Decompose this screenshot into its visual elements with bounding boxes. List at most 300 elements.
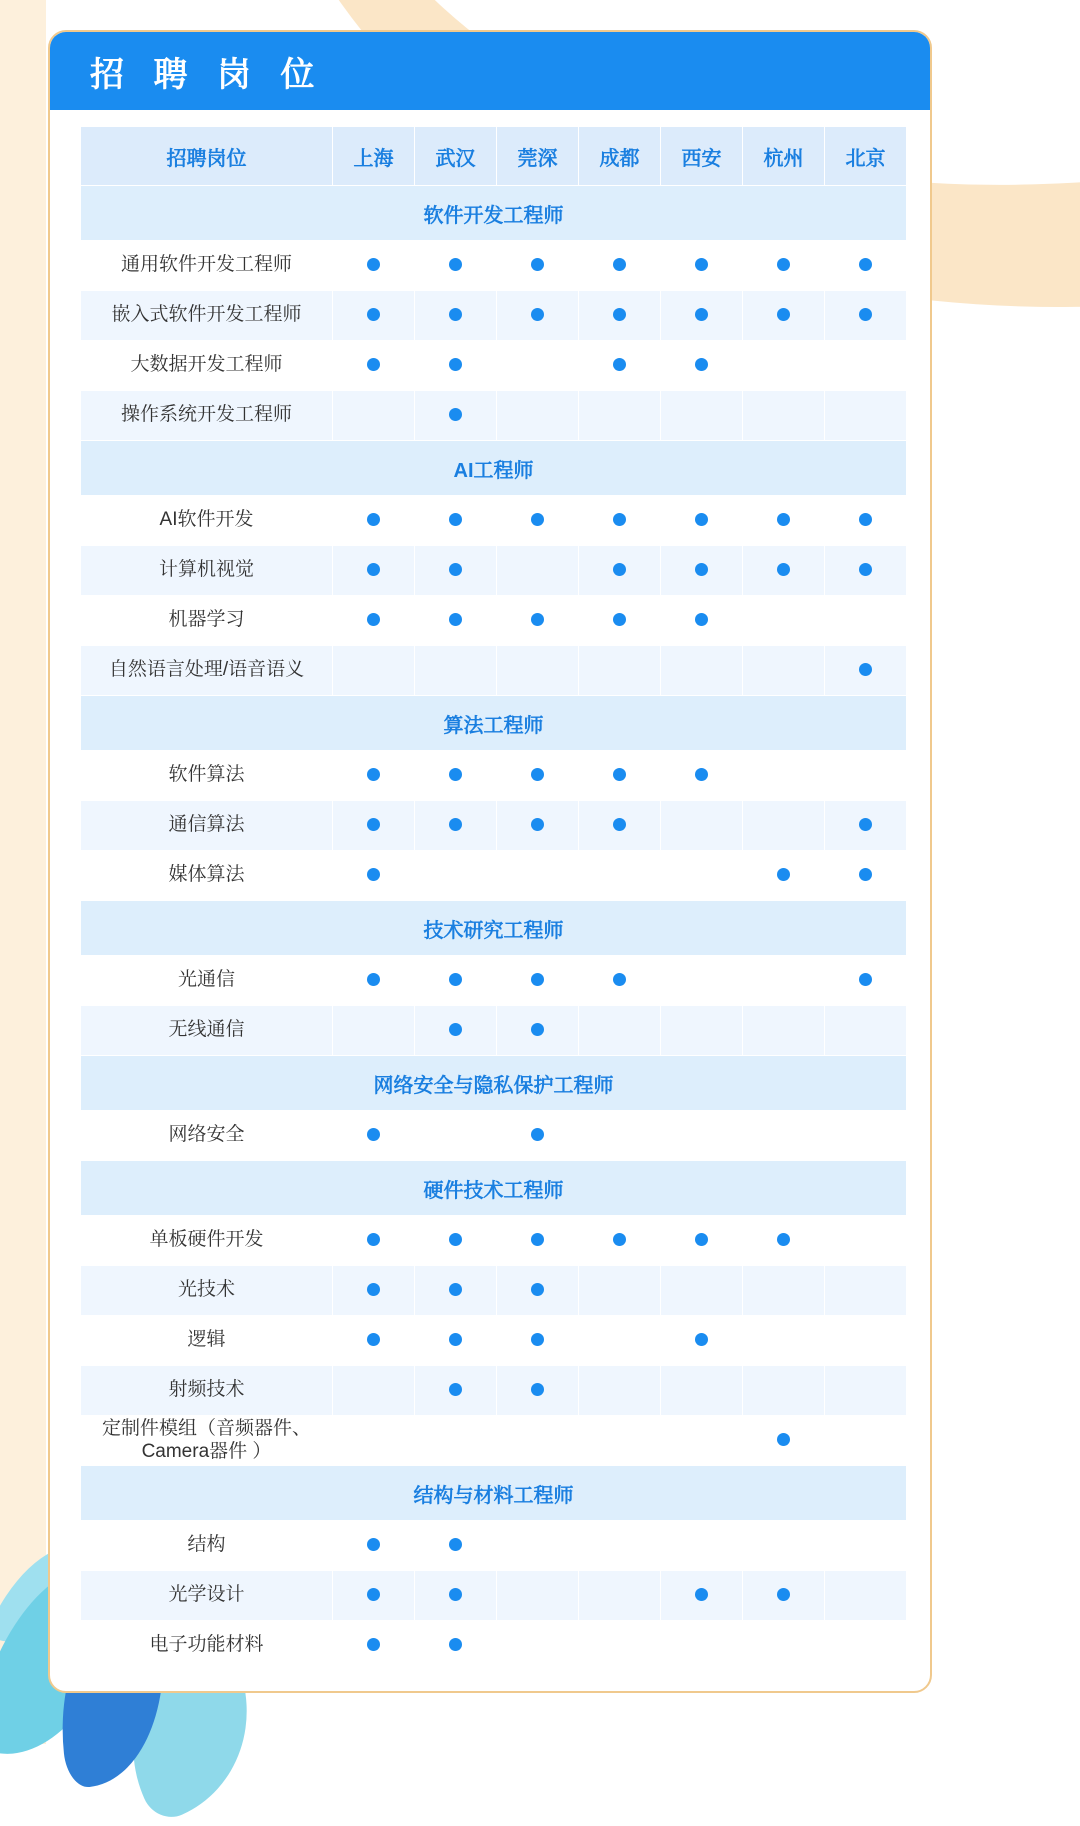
- availability-cell-empty: [825, 1416, 907, 1466]
- filled-circle-icon: [449, 1638, 462, 1651]
- availability-cell-empty: [661, 1366, 743, 1416]
- filled-circle-icon: [695, 768, 708, 781]
- table-group-row: [81, 901, 907, 956]
- filled-circle-icon: [695, 358, 708, 371]
- filled-circle-icon: [367, 973, 380, 986]
- filled-circle-icon: [449, 1283, 462, 1296]
- filled-circle-icon: [449, 973, 462, 986]
- availability-cell-yes: [415, 291, 497, 341]
- availability-cell-empty: [661, 1416, 743, 1466]
- table-row: [81, 596, 907, 646]
- availability-cell-yes: [825, 546, 907, 596]
- group-title: 技术研究工程师: [81, 901, 907, 956]
- table-row: [81, 1006, 907, 1056]
- availability-cell-yes: [579, 956, 661, 1006]
- availability-cell-yes: [333, 1621, 415, 1671]
- availability-cell-yes: [743, 241, 825, 291]
- role-name-cell: 计算机视觉: [81, 546, 333, 596]
- availability-cell-empty: [333, 1006, 415, 1056]
- filled-circle-icon: [859, 868, 872, 881]
- availability-cell-empty: [825, 751, 907, 801]
- availability-cell-yes: [825, 291, 907, 341]
- availability-cell-empty: [497, 646, 579, 696]
- role-name-cell: 电子功能材料: [81, 1621, 333, 1671]
- availability-cell-yes: [579, 241, 661, 291]
- availability-cell-yes: [415, 241, 497, 291]
- availability-cell-yes: [415, 341, 497, 391]
- availability-cell-yes: [579, 801, 661, 851]
- filled-circle-icon: [777, 1433, 790, 1446]
- filled-circle-icon: [777, 308, 790, 321]
- availability-cell-yes: [825, 801, 907, 851]
- availability-cell-empty: [661, 1521, 743, 1571]
- availability-cell-empty: [661, 1006, 743, 1056]
- availability-cell-empty: [579, 1266, 661, 1316]
- group-title: 算法工程师: [81, 696, 907, 751]
- column-header-city: 杭州: [743, 127, 825, 186]
- filled-circle-icon: [859, 818, 872, 831]
- availability-cell-empty: [415, 1111, 497, 1161]
- filled-circle-icon: [859, 663, 872, 676]
- filled-circle-icon: [613, 308, 626, 321]
- availability-cell-yes: [579, 291, 661, 341]
- availability-cell-yes: [743, 1571, 825, 1621]
- availability-cell-empty: [825, 596, 907, 646]
- availability-cell-yes: [497, 291, 579, 341]
- table-header-row: [81, 127, 907, 186]
- filled-circle-icon: [531, 1128, 544, 1141]
- availability-cell-yes: [661, 1316, 743, 1366]
- filled-circle-icon: [449, 408, 462, 421]
- table-row: [81, 1416, 907, 1466]
- filled-circle-icon: [531, 1023, 544, 1036]
- availability-cell-yes: [497, 751, 579, 801]
- availability-cell-empty: [579, 1316, 661, 1366]
- table-row: [81, 546, 907, 596]
- availability-cell-yes: [497, 1111, 579, 1161]
- table-row: [81, 1266, 907, 1316]
- filled-circle-icon: [695, 308, 708, 321]
- role-name-cell: 光技术: [81, 1266, 333, 1316]
- column-header-city: 上海: [333, 127, 415, 186]
- availability-cell-yes: [333, 1521, 415, 1571]
- filled-circle-icon: [449, 563, 462, 576]
- availability-cell-empty: [579, 1521, 661, 1571]
- table-row: [81, 496, 907, 546]
- filled-circle-icon: [695, 258, 708, 271]
- availability-cell-empty: [497, 1521, 579, 1571]
- availability-cell-empty: [579, 1006, 661, 1056]
- role-name-cell: 大数据开发工程师: [81, 341, 333, 391]
- table-group-row: [81, 441, 907, 496]
- page-title: 招 聘 岗 位: [90, 55, 325, 94]
- group-title: 硬件技术工程师: [81, 1161, 907, 1216]
- availability-cell-empty: [415, 1416, 497, 1466]
- availability-cell-yes: [579, 341, 661, 391]
- filled-circle-icon: [531, 308, 544, 321]
- availability-cell-empty: [579, 1621, 661, 1671]
- availability-cell-yes: [579, 496, 661, 546]
- availability-cell-empty: [743, 1006, 825, 1056]
- availability-cell-empty: [743, 1266, 825, 1316]
- availability-cell-empty: [415, 851, 497, 901]
- table-group-row: [81, 1056, 907, 1111]
- filled-circle-icon: [367, 308, 380, 321]
- table-row: [81, 1366, 907, 1416]
- role-name-cell: 结构: [81, 1521, 333, 1571]
- table-group-row: [81, 696, 907, 751]
- availability-cell-empty: [661, 851, 743, 901]
- filled-circle-icon: [695, 1588, 708, 1601]
- background-left-strip: [0, 0, 46, 1744]
- availability-cell-yes: [497, 496, 579, 546]
- table-row: [81, 291, 907, 341]
- filled-circle-icon: [449, 308, 462, 321]
- card-header: [50, 32, 930, 110]
- availability-cell-empty: [661, 1111, 743, 1161]
- availability-cell-yes: [415, 1316, 497, 1366]
- filled-circle-icon: [367, 613, 380, 626]
- table-row: [81, 1111, 907, 1161]
- filled-circle-icon: [449, 818, 462, 831]
- availability-cell-empty: [743, 646, 825, 696]
- role-name-cell: 操作系统开发工程师: [81, 391, 333, 441]
- group-title: 结构与材料工程师: [81, 1466, 907, 1521]
- filled-circle-icon: [695, 513, 708, 526]
- filled-circle-icon: [613, 358, 626, 371]
- filled-circle-icon: [695, 1233, 708, 1246]
- availability-cell-empty: [661, 801, 743, 851]
- group-title: 网络安全与隐私保护工程师: [81, 1056, 907, 1111]
- availability-cell-yes: [415, 1006, 497, 1056]
- availability-cell-yes: [333, 751, 415, 801]
- table-container: [50, 110, 930, 1691]
- filled-circle-icon: [367, 1283, 380, 1296]
- availability-cell-yes: [579, 546, 661, 596]
- table-group-row: [81, 186, 907, 241]
- availability-cell-yes: [661, 1571, 743, 1621]
- availability-cell-yes: [743, 1216, 825, 1266]
- role-name-cell: 光学设计: [81, 1571, 333, 1621]
- table-row: [81, 391, 907, 441]
- role-name-cell: 网络安全: [81, 1111, 333, 1161]
- filled-circle-icon: [367, 563, 380, 576]
- availability-cell-yes: [579, 596, 661, 646]
- availability-cell-empty: [825, 391, 907, 441]
- table-row: [81, 1316, 907, 1366]
- availability-cell-yes: [497, 1006, 579, 1056]
- availability-cell-yes: [415, 956, 497, 1006]
- table-group-row: [81, 1466, 907, 1521]
- availability-cell-yes: [415, 596, 497, 646]
- filled-circle-icon: [613, 973, 626, 986]
- filled-circle-icon: [531, 613, 544, 626]
- filled-circle-icon: [449, 1233, 462, 1246]
- availability-cell-yes: [497, 596, 579, 646]
- availability-cell-yes: [825, 851, 907, 901]
- filled-circle-icon: [531, 1333, 544, 1346]
- availability-cell-yes: [333, 851, 415, 901]
- filled-circle-icon: [449, 1538, 462, 1551]
- table-row: [81, 1621, 907, 1671]
- availability-cell-yes: [661, 241, 743, 291]
- filled-circle-icon: [777, 868, 790, 881]
- filled-circle-icon: [777, 563, 790, 576]
- table-row: [81, 801, 907, 851]
- availability-cell-yes: [661, 341, 743, 391]
- availability-cell-empty: [825, 1621, 907, 1671]
- filled-circle-icon: [449, 1383, 462, 1396]
- table-row: [81, 341, 907, 391]
- availability-cell-yes: [497, 1216, 579, 1266]
- filled-circle-icon: [613, 818, 626, 831]
- filled-circle-icon: [613, 563, 626, 576]
- availability-cell-yes: [415, 1366, 497, 1416]
- filled-circle-icon: [777, 1233, 790, 1246]
- role-name-cell: 嵌入式软件开发工程师: [81, 291, 333, 341]
- filled-circle-icon: [367, 818, 380, 831]
- availability-cell-empty: [661, 1266, 743, 1316]
- filled-circle-icon: [859, 308, 872, 321]
- availability-cell-empty: [579, 1111, 661, 1161]
- availability-cell-empty: [497, 391, 579, 441]
- availability-cell-yes: [825, 496, 907, 546]
- column-header-city: 武汉: [415, 127, 497, 186]
- filled-circle-icon: [859, 563, 872, 576]
- filled-circle-icon: [859, 258, 872, 271]
- availability-cell-empty: [579, 1416, 661, 1466]
- availability-cell-yes: [333, 1266, 415, 1316]
- availability-cell-yes: [743, 1416, 825, 1466]
- table-row: [81, 1521, 907, 1571]
- filled-circle-icon: [859, 973, 872, 986]
- role-name-cell: 机器学习: [81, 596, 333, 646]
- role-name-cell: 光通信: [81, 956, 333, 1006]
- role-name-cell: 媒体算法: [81, 851, 333, 901]
- table-group-row: [81, 1161, 907, 1216]
- availability-cell-yes: [415, 1216, 497, 1266]
- availability-cell-yes: [497, 956, 579, 1006]
- table-row: [81, 851, 907, 901]
- filled-circle-icon: [367, 1128, 380, 1141]
- availability-cell-empty: [743, 341, 825, 391]
- filled-circle-icon: [449, 1588, 462, 1601]
- filled-circle-icon: [367, 1588, 380, 1601]
- filled-circle-icon: [613, 258, 626, 271]
- availability-cell-empty: [579, 1571, 661, 1621]
- availability-cell-empty: [825, 341, 907, 391]
- availability-cell-empty: [743, 1111, 825, 1161]
- availability-cell-yes: [497, 801, 579, 851]
- column-header-city: 成都: [579, 127, 661, 186]
- filled-circle-icon: [695, 613, 708, 626]
- availability-cell-yes: [333, 596, 415, 646]
- filled-circle-icon: [859, 513, 872, 526]
- availability-cell-yes: [661, 291, 743, 341]
- availability-cell-empty: [743, 596, 825, 646]
- availability-cell-empty: [579, 391, 661, 441]
- availability-cell-yes: [661, 496, 743, 546]
- filled-circle-icon: [531, 973, 544, 986]
- filled-circle-icon: [613, 613, 626, 626]
- availability-cell-empty: [333, 646, 415, 696]
- availability-cell-yes: [579, 1216, 661, 1266]
- availability-cell-empty: [825, 1006, 907, 1056]
- availability-cell-yes: [497, 241, 579, 291]
- filled-circle-icon: [367, 258, 380, 271]
- availability-cell-empty: [579, 851, 661, 901]
- table-row: [81, 751, 907, 801]
- availability-cell-yes: [415, 546, 497, 596]
- availability-cell-yes: [415, 391, 497, 441]
- availability-cell-yes: [333, 546, 415, 596]
- filled-circle-icon: [367, 513, 380, 526]
- recruitment-card: [48, 30, 932, 1693]
- availability-cell-yes: [825, 646, 907, 696]
- role-name-cell: 定制件模组（音频器件、Camera器件 ）: [81, 1416, 333, 1466]
- column-header-city: 北京: [825, 127, 907, 186]
- availability-cell-yes: [825, 241, 907, 291]
- availability-cell-empty: [743, 1366, 825, 1416]
- availability-cell-empty: [825, 1571, 907, 1621]
- filled-circle-icon: [367, 1538, 380, 1551]
- column-header-city: 西安: [661, 127, 743, 186]
- availability-cell-yes: [579, 751, 661, 801]
- filled-circle-icon: [449, 258, 462, 271]
- availability-cell-yes: [661, 546, 743, 596]
- filled-circle-icon: [367, 358, 380, 371]
- availability-cell-empty: [497, 1571, 579, 1621]
- filled-circle-icon: [449, 513, 462, 526]
- filled-circle-icon: [777, 258, 790, 271]
- role-name-cell: 通信算法: [81, 801, 333, 851]
- availability-cell-yes: [333, 801, 415, 851]
- table-row: [81, 1571, 907, 1621]
- filled-circle-icon: [449, 613, 462, 626]
- availability-cell-empty: [661, 956, 743, 1006]
- role-name-cell: 射频技术: [81, 1366, 333, 1416]
- availability-cell-empty: [497, 1416, 579, 1466]
- availability-cell-empty: [579, 646, 661, 696]
- table-row: [81, 646, 907, 696]
- availability-cell-yes: [497, 1266, 579, 1316]
- availability-cell-yes: [743, 496, 825, 546]
- availability-cell-yes: [333, 241, 415, 291]
- filled-circle-icon: [613, 513, 626, 526]
- availability-cell-yes: [415, 1521, 497, 1571]
- availability-cell-yes: [415, 1571, 497, 1621]
- filled-circle-icon: [695, 563, 708, 576]
- availability-cell-empty: [579, 1366, 661, 1416]
- availability-cell-empty: [743, 751, 825, 801]
- role-name-cell: 自然语言处理/语音语义: [81, 646, 333, 696]
- availability-cell-yes: [497, 1366, 579, 1416]
- availability-cell-empty: [497, 1621, 579, 1671]
- availability-cell-yes: [333, 1111, 415, 1161]
- availability-cell-empty: [497, 341, 579, 391]
- availability-cell-yes: [743, 851, 825, 901]
- availability-cell-empty: [333, 1416, 415, 1466]
- availability-cell-yes: [415, 751, 497, 801]
- availability-cell-empty: [333, 391, 415, 441]
- availability-cell-yes: [743, 546, 825, 596]
- table-row: [81, 1216, 907, 1266]
- filled-circle-icon: [367, 1233, 380, 1246]
- filled-circle-icon: [367, 768, 380, 781]
- availability-cell-yes: [661, 1216, 743, 1266]
- group-title: AI工程师: [81, 441, 907, 496]
- filled-circle-icon: [367, 868, 380, 881]
- filled-circle-icon: [449, 1333, 462, 1346]
- availability-cell-yes: [333, 496, 415, 546]
- role-name-cell: 无线通信: [81, 1006, 333, 1056]
- table-row: [81, 241, 907, 291]
- role-name-cell: AI软件开发: [81, 496, 333, 546]
- availability-cell-empty: [743, 956, 825, 1006]
- role-name-cell: 通用软件开发工程师: [81, 241, 333, 291]
- availability-cell-empty: [743, 1316, 825, 1366]
- filled-circle-icon: [613, 768, 626, 781]
- availability-cell-empty: [825, 1366, 907, 1416]
- filled-circle-icon: [695, 1333, 708, 1346]
- availability-cell-empty: [661, 1621, 743, 1671]
- recruitment-table: [80, 126, 907, 1671]
- table-row: [81, 956, 907, 1006]
- availability-cell-yes: [825, 956, 907, 1006]
- filled-circle-icon: [531, 1283, 544, 1296]
- availability-cell-empty: [497, 546, 579, 596]
- filled-circle-icon: [531, 818, 544, 831]
- filled-circle-icon: [777, 513, 790, 526]
- availability-cell-empty: [825, 1111, 907, 1161]
- filled-circle-icon: [531, 1233, 544, 1246]
- role-name-cell: 逻辑: [81, 1316, 333, 1366]
- availability-cell-yes: [415, 496, 497, 546]
- table-body: [81, 186, 907, 1671]
- availability-cell-yes: [743, 291, 825, 341]
- availability-cell-yes: [333, 341, 415, 391]
- filled-circle-icon: [531, 1383, 544, 1396]
- filled-circle-icon: [449, 358, 462, 371]
- column-header-city: 莞深: [497, 127, 579, 186]
- availability-cell-empty: [661, 646, 743, 696]
- availability-cell-empty: [333, 1366, 415, 1416]
- filled-circle-icon: [449, 1023, 462, 1036]
- group-title: 软件开发工程师: [81, 186, 907, 241]
- filled-circle-icon: [449, 768, 462, 781]
- availability-cell-empty: [743, 801, 825, 851]
- filled-circle-icon: [531, 258, 544, 271]
- availability-cell-empty: [825, 1316, 907, 1366]
- role-name-cell: 软件算法: [81, 751, 333, 801]
- availability-cell-yes: [415, 1266, 497, 1316]
- availability-cell-empty: [825, 1216, 907, 1266]
- availability-cell-empty: [743, 1521, 825, 1571]
- availability-cell-empty: [743, 391, 825, 441]
- availability-cell-yes: [333, 1316, 415, 1366]
- availability-cell-empty: [825, 1521, 907, 1571]
- filled-circle-icon: [367, 1333, 380, 1346]
- availability-cell-yes: [333, 1216, 415, 1266]
- filled-circle-icon: [777, 1588, 790, 1601]
- availability-cell-empty: [825, 1266, 907, 1316]
- availability-cell-yes: [497, 1316, 579, 1366]
- availability-cell-empty: [743, 1621, 825, 1671]
- availability-cell-empty: [497, 851, 579, 901]
- availability-cell-empty: [415, 646, 497, 696]
- role-name-cell: 单板硬件开发: [81, 1216, 333, 1266]
- filled-circle-icon: [367, 1638, 380, 1651]
